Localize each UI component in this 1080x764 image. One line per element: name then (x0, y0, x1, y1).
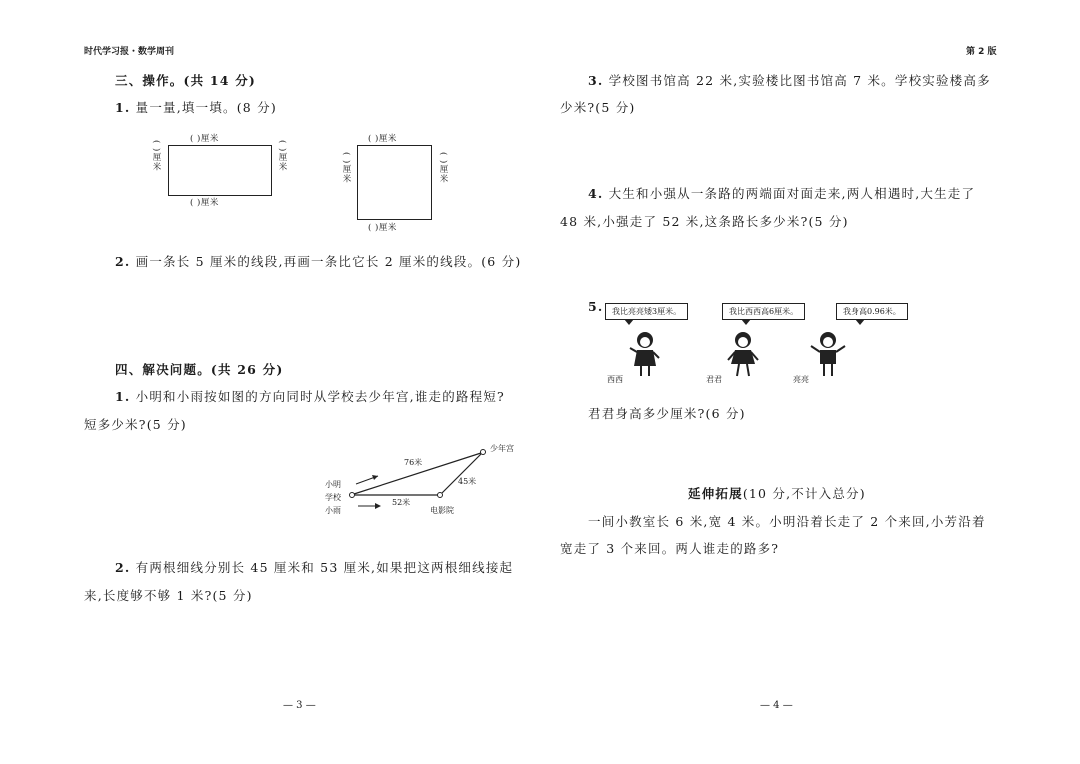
q1-text: 量一量,填一填。(8 分) (135, 100, 277, 115)
q2-text: 画一条长 5 厘米的线段,再画一条比它长 2 厘米的线段。(6 分) (135, 254, 522, 269)
square-bottom-blank: ( )厘米 (368, 223, 397, 233)
p2-text: 有两根细线分别长 45 厘米和 53 厘米,如果把这两根细线接起 (135, 560, 514, 575)
rectangle-top-blank: ( )厘米 (190, 134, 219, 144)
p2-line1 (115, 558, 513, 576)
q2-prompt (115, 252, 521, 270)
xiaoyu-arrowhead (375, 503, 381, 509)
cinema-point (438, 493, 443, 498)
name-xixi: 西西 (607, 375, 623, 384)
p3-line2: 少米?(5 分) (560, 100, 636, 115)
girl-xixi-illustration (628, 330, 662, 378)
q2-number: 2. (115, 254, 131, 269)
speech-bubble-liangliang: 我身高0.96米。 (836, 303, 908, 320)
speech-bubble-junjun: 我比西西高6厘米。 (722, 303, 805, 320)
p3-line1 (588, 71, 991, 89)
rectangle-bottom-blank: ( )厘米 (190, 198, 219, 208)
label-52m: 52米 (392, 498, 411, 507)
p4-line1 (588, 184, 975, 202)
extension-line1: 一间小教室长 6 米,宽 4 米。小明沿着长走了 2 个来回,小芳沿着 (588, 514, 986, 529)
label-76m: 76米 (404, 458, 423, 467)
girl-junjun-illustration (725, 330, 761, 378)
school-point (350, 493, 355, 498)
square-top-blank: ( )厘米 (368, 134, 397, 144)
p3-text: 学校图书馆高 22 米,实验楼比图书馆高 7 米。学校实验楼高多 (608, 73, 991, 88)
rectangle-left-blank: ( )厘米 (151, 140, 161, 172)
right-page-number: — 4 — (760, 700, 793, 711)
section3-title: 三、操作。(共 14 分) (115, 73, 257, 88)
p4-line2: 48 米,小强走了 52 米,这条路长多少米?(5 分) (560, 214, 849, 229)
label-school: 学校 (325, 493, 341, 502)
speech-bubble-xixi: 我比亮亮矮3厘米。 (605, 303, 688, 320)
p1-line1 (115, 387, 505, 405)
p4-text: 大生和小强从一条路的两端面对面走来,两人相遇时,大生走了 (608, 186, 976, 201)
p4-number: 4. (588, 186, 604, 201)
q1-prompt (115, 98, 277, 116)
edition-label: 第 2 版 (966, 47, 997, 57)
label-xiaoyu: 小雨 (325, 506, 341, 515)
extension-title: 延伸拓展 (688, 486, 743, 501)
p5-question: 君君身高多少厘米?(6 分) (588, 406, 746, 421)
publication-title: 时代学习报・数学周刊 (84, 47, 175, 57)
rectangle-shape (168, 145, 272, 196)
extension-line2: 宽走了 3 个来回。两人谁走的路多? (560, 541, 780, 556)
p5-number: 5. (588, 299, 604, 314)
boy-liangliang-illustration (808, 330, 848, 378)
square-left-blank: ( )厘米 (341, 152, 351, 184)
rectangle-right-blank: ( )厘米 (277, 140, 287, 172)
p3-number: 3. (588, 73, 604, 88)
q1-number: 1. (115, 100, 131, 115)
square-shape (357, 145, 432, 220)
extension-score: (10 分,不计入总分) (742, 486, 866, 501)
p2-number: 2. (115, 560, 131, 575)
name-junjun: 君君 (706, 375, 722, 384)
name-liangliang: 亮亮 (793, 375, 809, 384)
p1-text: 小明和小雨按如图的方向同时从学校去少年宫,谁走的路程短? (135, 389, 505, 404)
label-xiaoming: 小明 (325, 480, 341, 489)
extension-heading (688, 484, 866, 502)
label-45m: 45米 (458, 477, 477, 486)
p1-line2: 短多少米?(5 分) (84, 417, 187, 432)
p2-line2: 来,长度够不够 1 米?(5 分) (84, 588, 253, 603)
label-cinema: 电影院 (430, 506, 454, 515)
label-youth-palace: 少年宫 (490, 444, 514, 453)
left-page-number: — 3 — (283, 700, 316, 711)
p1-number: 1. (115, 389, 131, 404)
square-right-blank: ( )厘米 (438, 152, 448, 184)
section4-title: 四、解决问题。(共 26 分) (115, 362, 284, 377)
youth-palace-point (481, 450, 486, 455)
